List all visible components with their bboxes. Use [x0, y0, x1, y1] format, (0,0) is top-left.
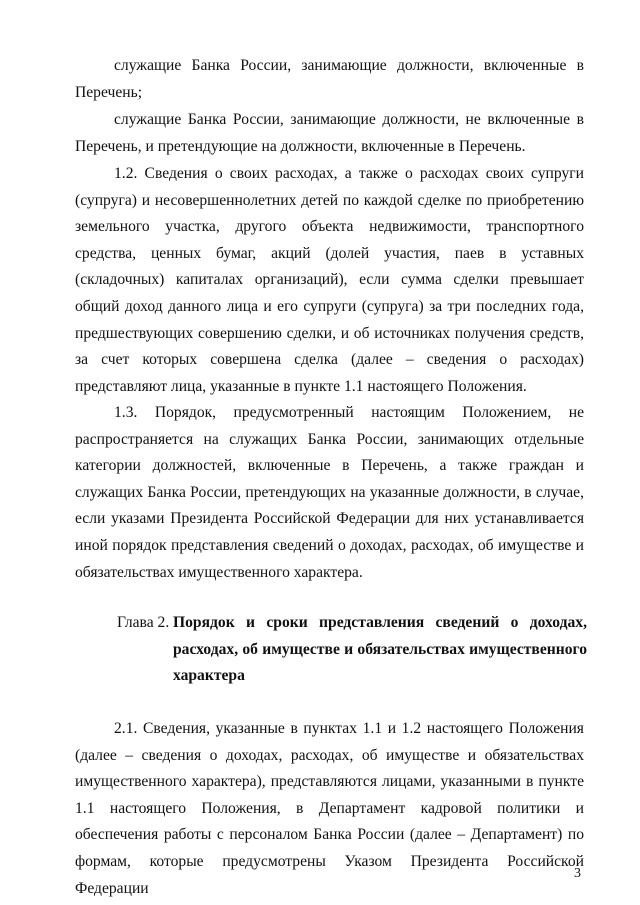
- paragraph-2-1: 2.1. Сведения, указанные в пунктах 1.1 и 1.2 настоящего Положения (далее – сведения о доходах, расходах, об имуществе и обязательствах имущественного характера), представляются лицами, указанными в пункте 1.1 настоящего Положения, в Департамент кадровой политики и обеспечения работы с персоналом Банка России (далее – Департамент) по формам, которые предусмотрены Указом Президента Российской Федерации: [75, 720, 584, 897]
- chapter-heading: [117, 610, 587, 690]
- paragraph-1-3: 1.3. Порядок, предусмотренный настоящим Положением, не распространяется на служащих Банка России, занимающих отдельные категории должностей, включенные в Перечень, а также граждан и служащих Банка России, претендующих на указанные должности, в случае, если указами Президента Российской Федерации для них устанавливается иной порядок представления сведений о доходах, расходах, об имуществе и обязательствах имущественного характера.: [75, 404, 584, 581]
- chapter-number: Глава 2.: [117, 614, 170, 631]
- paragraph-employees-included: служащие Банка России, занимающие должности, включенные в Перечень;: [75, 57, 584, 101]
- paragraph-1-2: 1.2. Сведения о своих расходах, а также о расходах своих супруги (супруга) и несовершеннолетних детей по каждой сделке по приобретению земельного участка, другого объекта недвижимости, транспортного средства, ценных бумаг, акций (долей участия, паев в уставных (складочных) капиталах организаций), если сумма сделки превышает общий доход данного лица и его супруги (супруга) за три последних года, предшествующих совершению сделки, и об источниках получения средств, за счет которых совершена сделка (далее – сведения о расходах) представляют лица, указанные в пункте 1.1 настоящего Положения.: [75, 165, 584, 395]
- chapter-title: Порядок и сроки представления сведений о доходах, расходах, об имуществе и обязательствах имущественного характера: [173, 614, 587, 685]
- page-number: 3: [574, 866, 581, 881]
- paragraph-employees-not-included: служащие Банка России, занимающие должности, не включенные в Перечень, и претендующие на должности, включенные в Перечень.: [75, 111, 584, 155]
